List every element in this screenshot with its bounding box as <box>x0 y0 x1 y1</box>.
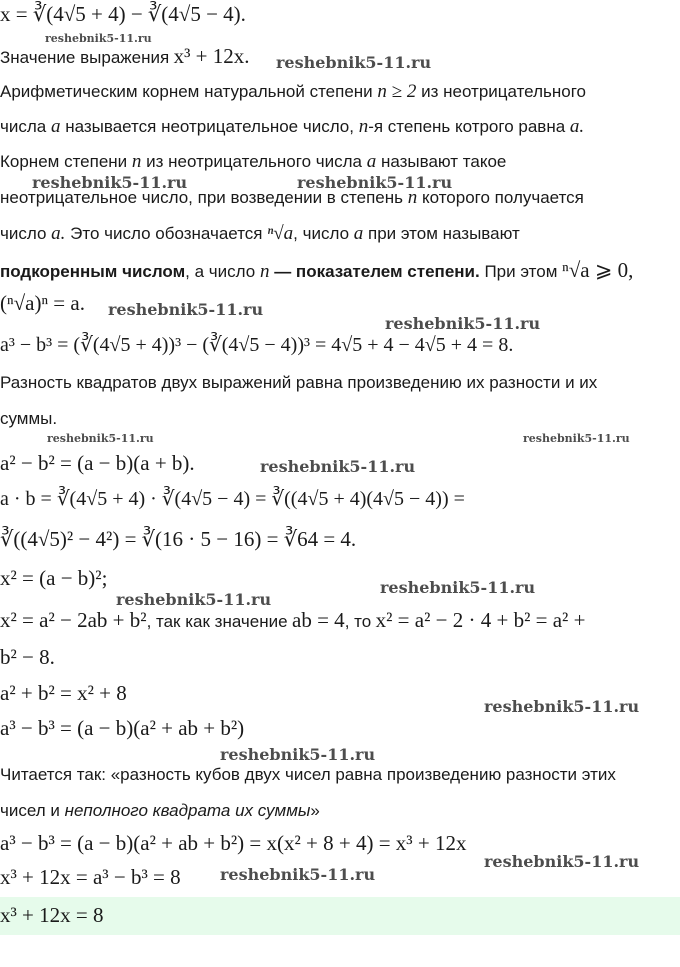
math-root-nonneg: ⁿ√a ⩾ 0, <box>562 258 634 282</box>
math: ab = 4 <box>292 608 345 632</box>
text: , а число <box>185 262 256 281</box>
math-n: n <box>407 187 418 208</box>
text: называют такое <box>380 152 507 171</box>
term-radicand: подкоренным числом <box>0 262 186 281</box>
task-statement <box>0 44 250 69</box>
text: , так как значение <box>146 612 288 631</box>
math: x² = a² − 2ab + b² <box>0 608 147 632</box>
formula-cube-identity: a³ − b³ = (a − b)(a² + ab + b²) <box>0 716 245 740</box>
text: При этом <box>484 262 558 281</box>
rule-squares-line-1: Разность квадратов двух выражений равна произведению их разности и их <box>0 373 598 392</box>
text: число <box>0 224 47 243</box>
text: из неотрицательного <box>421 82 586 101</box>
text: при этом называют <box>368 224 520 243</box>
text: из неотрицательного числа <box>146 152 362 171</box>
watermark: reshebnik5-11.ru <box>385 314 541 333</box>
formula-x-definition: x = ∛(4√5 + 4) − ∛(4√5 − 4). <box>0 2 246 26</box>
task-text: Значение выражения <box>0 48 170 67</box>
math-a: a <box>366 151 377 172</box>
math-n: n <box>131 151 142 172</box>
formula-root-power: (ⁿ√a)ⁿ = a. <box>0 291 85 315</box>
watermark: reshebnik5-11.ru <box>380 578 536 597</box>
math-a: a. <box>51 223 66 244</box>
rule-squares-line-2: суммы. <box>0 409 58 428</box>
watermark: reshebnik5-11.ru <box>220 865 376 884</box>
formula-final-equality: x³ + 12x = a³ − b³ = 8 <box>0 865 181 889</box>
text: чисел и <box>0 801 60 820</box>
text: неотрицательное число, при возведении в степень <box>0 188 404 207</box>
definition-line-5 <box>0 223 520 245</box>
task-expression: x³ + 12x. <box>173 44 250 68</box>
text: » <box>310 801 320 820</box>
formula-x-squared-tail: b² − 8. <box>0 645 55 669</box>
text: называется неотрицательное число, <box>65 117 354 136</box>
formula-squares-difference: a² − b² = (a − b)(a + b). <box>0 451 195 475</box>
math-a: a. <box>569 116 585 137</box>
watermark: reshebnik5-11.ru <box>108 300 264 319</box>
text: которого получается <box>421 188 584 207</box>
term-incomplete-square: неполного квадрата их суммы <box>64 801 311 820</box>
watermark: reshebnik5-11.ru <box>523 432 630 445</box>
text: Арифметическим корнем натуральной степени <box>0 82 373 101</box>
formula-final-derivation: a³ − b³ = (a − b)(a² + ab + b²) = x(x² + 8 + 4) = x³ + 12x <box>0 831 467 855</box>
rule-cubes-line-2 <box>0 801 320 821</box>
math-n-ge-2: n ≥ 2 <box>377 81 417 102</box>
watermark: reshebnik5-11.ru <box>220 745 376 764</box>
text: Корнем степени <box>0 152 128 171</box>
math-n: n <box>259 261 270 282</box>
watermark: reshebnik5-11.ru <box>32 173 188 192</box>
math-root-a: ⁿ√a <box>267 223 294 244</box>
text: , число <box>293 224 350 243</box>
watermark: reshebnik5-11.ru <box>260 457 416 476</box>
watermark: reshebnik5-11.ru <box>47 432 154 445</box>
text: , то <box>344 612 372 631</box>
definition-line-1 <box>0 81 586 103</box>
math-a: a <box>50 116 61 137</box>
text: числа <box>0 117 47 136</box>
dash: — <box>274 262 292 281</box>
watermark: reshebnik5-11.ru <box>297 173 453 192</box>
formula-x-squared-expanded <box>0 608 585 633</box>
definition-line-2 <box>0 116 584 138</box>
watermark: reshebnik5-11.ru <box>45 32 152 45</box>
term-exponent: показателем степени. <box>295 262 480 281</box>
formula-cube-difference: a³ − b³ = (∛(4√5 + 4))³ − (∛(4√5 − 4))³ = 4√5 + 4 − 4√5 + 4 = 8. <box>0 334 514 356</box>
watermark: reshebnik5-11.ru <box>484 852 640 871</box>
watermark: reshebnik5-11.ru <box>116 590 272 609</box>
definition-line-6 <box>0 258 633 283</box>
rule-cubes-line-1: Читается так: «разность кубов двух чисел равна произведению разности этих <box>0 765 616 784</box>
text: -я степень котрого равна <box>368 117 566 136</box>
answer-text: x³ + 12x = 8 <box>0 903 104 927</box>
formula-ab-product: a · b = ∛(4√5 + 4) · ∛(4√5 − 4) = ∛((4√5 + 4)(4√5 − 4)) = <box>0 488 465 510</box>
watermark: reshebnik5-11.ru <box>276 53 432 72</box>
formula-ab-result: ∛((4√5)² − 4²) = ∛(16 · 5 − 16) = ∛64 = 4. <box>0 527 357 551</box>
math-a: a <box>353 223 364 244</box>
formula-x-squared: x² = (a − b)²; <box>0 566 108 590</box>
watermark: reshebnik5-11.ru <box>484 697 640 716</box>
math: x² = a² − 2 · 4 + b² = a² + <box>375 608 586 632</box>
math-n: n <box>358 116 369 137</box>
definition-line-3 <box>0 151 506 173</box>
text: Это число обозначается <box>70 224 263 243</box>
formula-sum-squares: a² + b² = x² + 8 <box>0 681 127 705</box>
